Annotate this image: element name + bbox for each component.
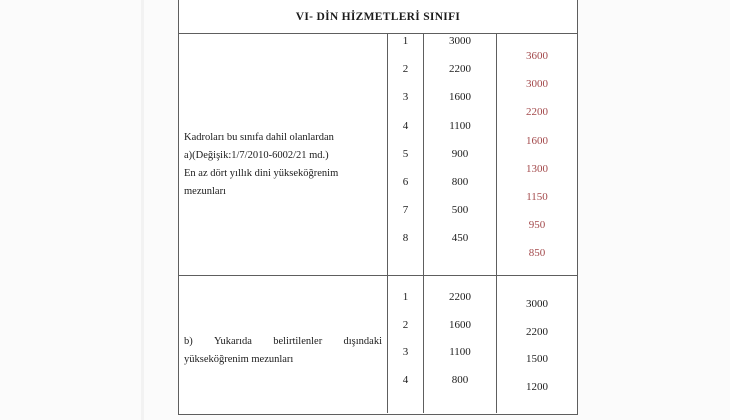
section-b [179, 275, 577, 413]
degree-cell: 3 [402, 346, 409, 359]
degree-cell: 4 [402, 119, 409, 132]
description-word: dışındaki [343, 336, 382, 347]
description-line [184, 333, 382, 351]
din-hizmetleri-table [178, 0, 578, 415]
description-word: belirtilenler [273, 336, 323, 347]
indicator-cell: 1600 [449, 318, 471, 331]
adjusted-cell: 2200 [526, 106, 548, 119]
section-a-degree-column [388, 34, 424, 275]
section-b-description [179, 276, 388, 413]
description-line: yükseköğrenim mezunları [184, 354, 294, 365]
adjusted-cell: 1300 [526, 162, 548, 175]
section-b-degree-column [388, 276, 424, 413]
indicator-cell: 450 [451, 232, 469, 245]
table-title: VI- DİN HİZMETLERİ SINIFI [295, 10, 461, 23]
description-line: a)(Değişik:1/7/2010-6002/21 md.) [184, 150, 329, 161]
adjusted-cell: 2200 [526, 325, 548, 338]
section-a [179, 34, 577, 275]
indicator-cell: 2200 [449, 63, 471, 76]
description-line: Kadroları bu sınıfa dahil olanlardan [184, 132, 334, 143]
degree-cell: 5 [402, 147, 409, 160]
indicator-cell: 1100 [449, 346, 471, 359]
adjusted-cell: 1150 [526, 190, 548, 203]
degree-cell: 7 [402, 204, 409, 217]
adjusted-cell: 3600 [526, 50, 548, 62]
indicator-cell: 1600 [449, 91, 471, 104]
description-word: b) [184, 336, 193, 347]
section-b-adjusted-column [497, 276, 577, 413]
section-a-indicator-column [424, 34, 497, 275]
indicator-cell: 500 [451, 204, 469, 217]
indicator-cell: 800 [451, 175, 469, 188]
adjusted-cell: 1600 [526, 134, 548, 147]
indicator-cell: 900 [451, 147, 469, 160]
adjusted-cell: 3000 [526, 78, 548, 91]
degree-cell: 2 [402, 63, 409, 76]
degree-cell: 8 [402, 232, 409, 245]
description-line: En az dört yıllık dini yükseköğrenim mezunları [184, 168, 339, 197]
description-word: Yukarıda [214, 336, 252, 347]
degree-cell: 1 [402, 35, 409, 47]
indicator-cell: 800 [451, 374, 469, 387]
adjusted-cell: 1200 [526, 381, 548, 394]
degree-cell: 6 [402, 175, 409, 188]
adjusted-cell: 1500 [526, 353, 548, 366]
adjusted-cell: 850 [528, 247, 546, 260]
degree-cell: 4 [402, 374, 409, 387]
table-title-row [179, 0, 577, 34]
degree-cell: 2 [402, 318, 409, 331]
adjusted-cell: 3000 [526, 298, 548, 310]
page-edge-shadow [141, 0, 144, 420]
section-a-description [179, 34, 388, 275]
indicator-cell: 1100 [449, 119, 471, 132]
section-b-indicator-column [424, 276, 497, 413]
section-a-adjusted-column [497, 34, 577, 275]
degree-cell: 3 [402, 91, 409, 104]
adjusted-cell: 950 [528, 219, 546, 232]
degree-cell: 1 [402, 291, 409, 303]
indicator-cell: 2200 [449, 291, 471, 303]
indicator-cell: 3000 [449, 35, 471, 47]
